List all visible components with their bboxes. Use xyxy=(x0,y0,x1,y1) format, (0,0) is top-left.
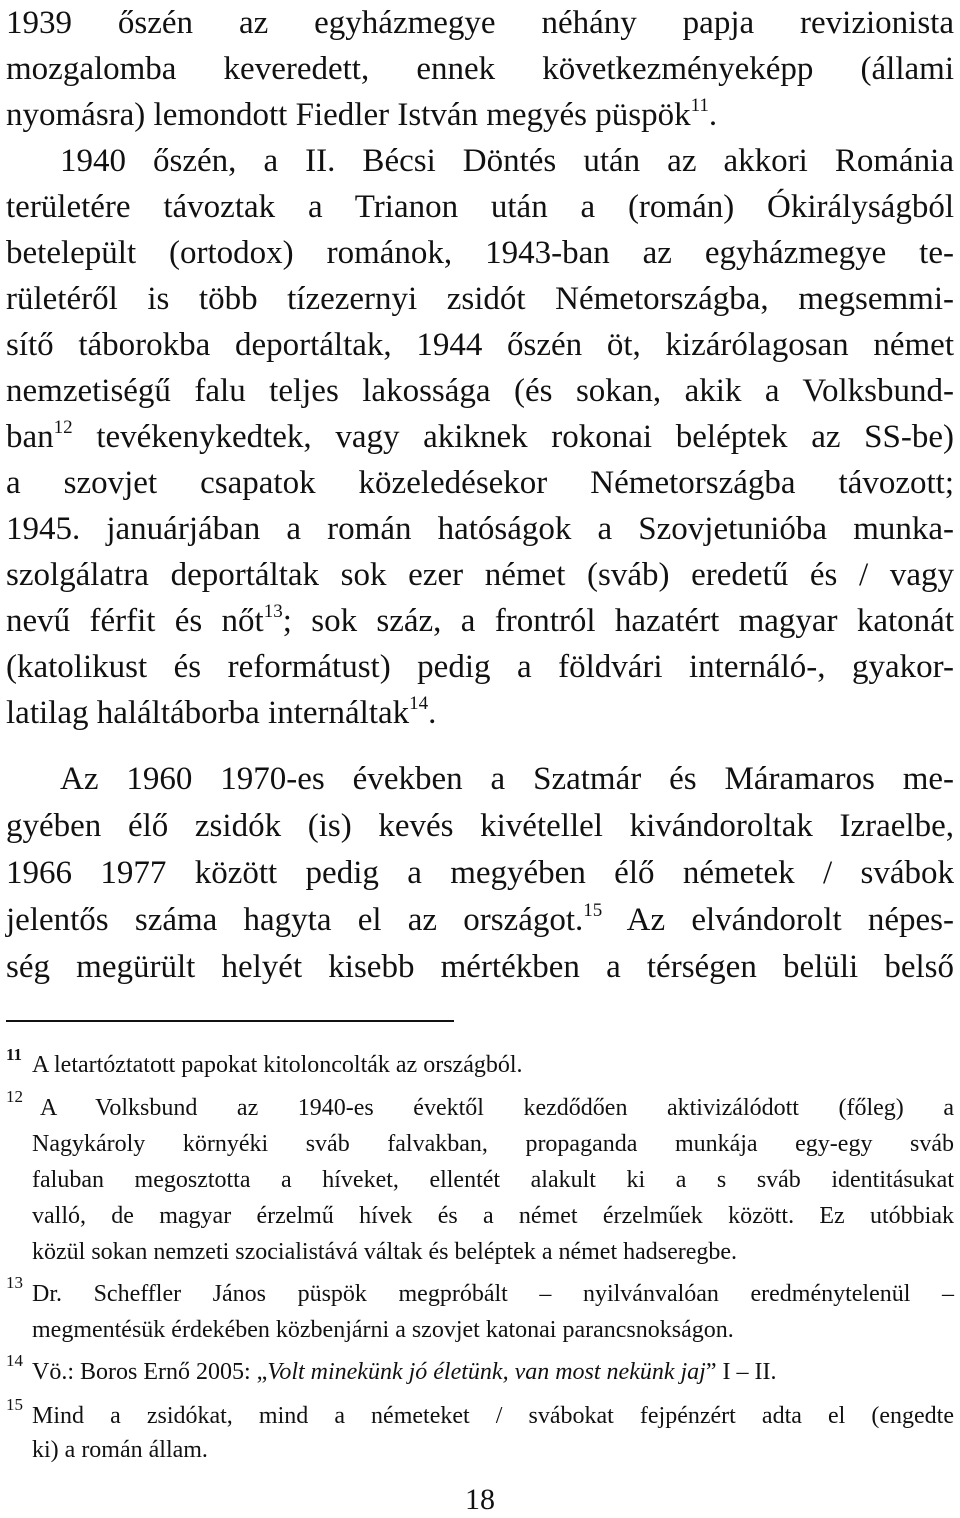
text-line: gyében élő zsidók (is) kevés kivétellel kivándoroltak Izraelbe, xyxy=(6,808,954,844)
text-line: területére távoztak a Trianon után a (román) Ókirályságból xyxy=(6,189,954,225)
footnote-ref[interactable]: 15 xyxy=(583,900,603,921)
footnote-line: A Volksbund az 1940-es évektől kezdődően aktivizálódott (főleg) a xyxy=(40,1095,954,1121)
text-line: 1940 őszén, a II. Bécsi Döntés után az akkori Románia xyxy=(60,143,954,179)
text-line: ban$^{12}$ tevékenykedtek, vagy akiknek rokonai beléptek az SS-be) xyxy=(6,417,954,455)
footnote-number: 12 xyxy=(6,1087,23,1106)
text-line: rületéről is több tízezernyi zsidót Németországba, megsemmi- xyxy=(6,281,954,317)
footnote-number: 15 xyxy=(6,1395,23,1414)
text-line: nyomásra) lemondott Fiedler István megyés püspök$^{11}$. xyxy=(6,95,718,133)
footnote-number: 13 xyxy=(6,1273,23,1292)
footnote-number: 14 xyxy=(6,1351,23,1370)
footnote-number: 11 xyxy=(6,1045,23,1064)
text-line: Az 1960 1970-es években a Szatmár és Máramaros me- xyxy=(60,761,954,797)
text-line: betelepült (ortodox) románok, 1943-ban az egyházmegye te- xyxy=(6,235,954,271)
text-line: (katolikust és reformátust) pedig a földvári internáló-, gyakor- xyxy=(6,649,954,685)
text-line: 1966 1977 között pedig a megyében élő németek / svábok xyxy=(6,855,954,891)
text-line: 1939 őszén az egyházmegye néhány papja revizionista xyxy=(6,5,954,41)
text-line: nevű férfit és nőt$^{13}$; sok száz, a frontról hazatért magyar katonát xyxy=(6,601,954,639)
cited-title: Volt minekünk jó életünk, van most nekünk jaj xyxy=(267,1359,706,1385)
footnote-ref[interactable]: 12 xyxy=(53,417,73,438)
footnote-line: faluban megosztotta a híveket, ellentét alakult ki a s sváb identitásukat xyxy=(32,1167,954,1193)
footnote-line: Nagykároly környéki sváb falvakban, propaganda munkája egy-egy sváb xyxy=(32,1131,954,1157)
footnote-ref[interactable]: 11 xyxy=(690,95,709,116)
text-line: 1945. januárjában a román hatóságok a Szovjetunióba munka- xyxy=(6,511,954,547)
footnote-ref[interactable]: 13 xyxy=(263,601,283,622)
text-line: a szovjet csapatok közeledésekor Németországba távozott; xyxy=(6,465,954,501)
text-line: latilag haláltáborba internáltak$^{14}$. xyxy=(6,693,437,731)
text-line: jelentős száma hagyta el az országot.$^{15}$ Az elvándorolt népes- xyxy=(6,900,954,938)
text-line: szolgálatra deportáltak sok ezer német (sváb) eredetű és / vagy xyxy=(6,557,954,593)
text-line: sítő táborokba deportáltak, 1944 őszén öt, kizárólagosan német xyxy=(6,327,954,363)
footnote-ref[interactable]: 14 xyxy=(409,693,429,714)
footnote-line: Mind a zsidókat, mind a németeket / svábokat fejpénzért adta el (engedte xyxy=(32,1403,954,1429)
footnote-line: Dr. Scheffler János püspök megpróbált – nyilvánvalóan eredménytelenül – xyxy=(32,1281,954,1307)
footnote-separator xyxy=(6,1020,454,1022)
page-number: 18 xyxy=(465,1483,495,1516)
footnote-line: A letartóztatott papokat kitoloncolták az országból. xyxy=(32,1052,523,1078)
footnote-line: megmentésük érdekében közbenjárni a szovjet katonai parancsnokságon. xyxy=(32,1317,734,1343)
text-line: mozgalomba keveredett, ennek következményeképp (állami xyxy=(6,51,954,87)
footnote-line: közül sokan nemzeti szocialistává váltak és beléptek a német hadseregbe. xyxy=(32,1239,738,1265)
text-line: ség megürült helyét kisebb mértékben a térségen belüli belső xyxy=(6,949,954,985)
footnote-line: valló, de magyar érzelmű hívek és a német érzelműek között. Ez utóbbiak xyxy=(32,1203,954,1229)
footnote-line: Vö.: Boros Ernő 2005: „Volt minekünk jó életünk, van most nekünk jaj” I – II. xyxy=(32,1359,777,1385)
text-line: nemzetiségű falu teljes lakossága (és sokan, akik a Volksbund- xyxy=(6,373,954,409)
footnote-line: ki) a román állam. xyxy=(32,1437,208,1463)
